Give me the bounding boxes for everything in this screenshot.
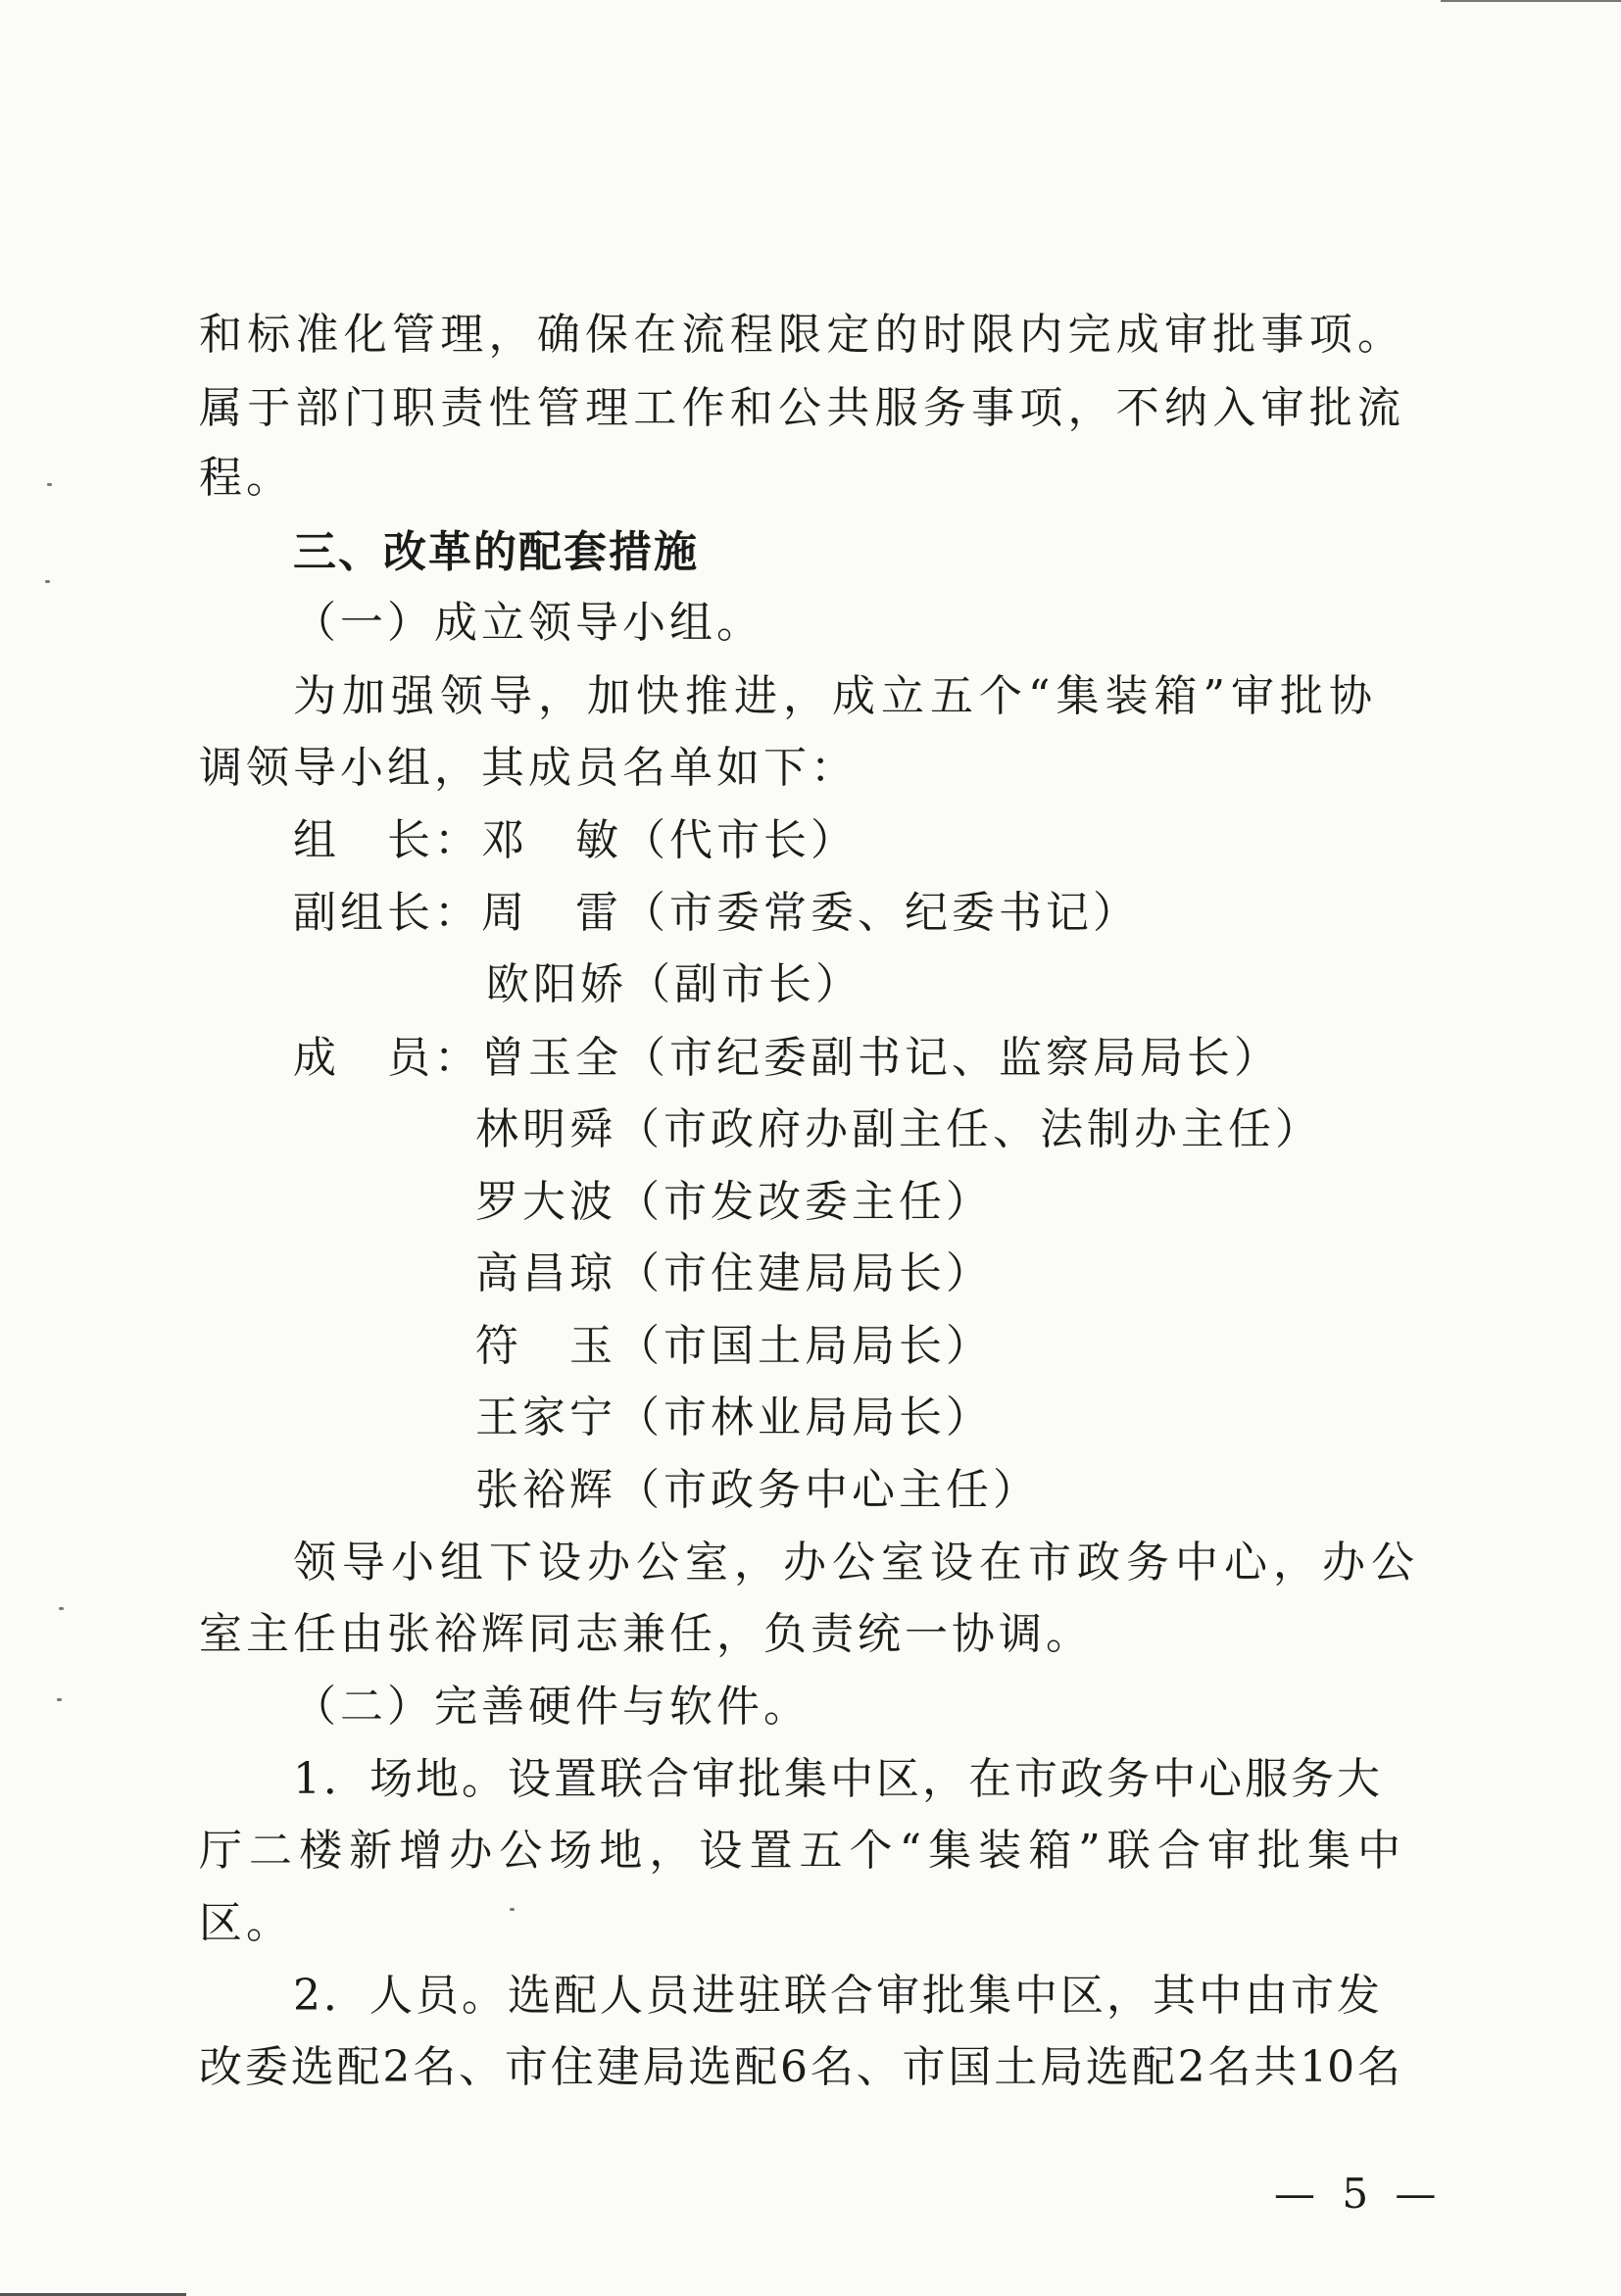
paragraph-line: 改委选配2名、市住建局选配6名、市国土局选配2名共10名 xyxy=(199,2042,1400,2092)
scan-speck xyxy=(510,1908,515,1911)
scan-page-edge-top xyxy=(1441,0,1621,2)
member-line: 林明舜（市政府办副主任、法制办主任） xyxy=(475,1104,1322,1154)
paragraph-line: 属于部门职责性管理工作和公共服务事项，不纳入审批流 xyxy=(199,383,1400,433)
member-line: 张裕辉（市政务中心主任） xyxy=(475,1465,1040,1515)
member-line: 符 玉（市国土局局长） xyxy=(475,1321,993,1371)
paragraph-line: 区。 xyxy=(199,1898,293,1948)
member-line: 组 长：邓 敏（代市长） xyxy=(293,815,858,865)
paragraph-line: 2．人员。选配人员进驻联合审批集中区，其中由市发 xyxy=(293,1971,1383,2021)
member-line: 高昌琼（市住建局局长） xyxy=(475,1248,993,1298)
paragraph-line: 和标准化管理，确保在流程限定的时限内完成审批事项。 xyxy=(199,310,1400,360)
member-line: 欧阳娇（副市长） xyxy=(486,959,862,1009)
subsection-heading: （二）完善硬件与软件。 xyxy=(293,1682,810,1732)
paragraph-line: 室主任由张裕辉同志兼任，负责统一协调。 xyxy=(199,1609,1093,1659)
page-number: — 5 — xyxy=(1274,2170,1444,2218)
scan-speck xyxy=(47,483,52,486)
member-line: 王家宁（市林业局局长） xyxy=(475,1392,993,1442)
scan-speck xyxy=(45,580,50,583)
scan-speck xyxy=(57,1698,62,1701)
paragraph-line: 厅二楼新增办公场地，设置五个“集装箱”联合审批集中 xyxy=(199,1826,1400,1876)
member-line: 罗大波（市发改委主任） xyxy=(475,1177,993,1227)
paragraph-line: 1．场地。设置联合审批集中区，在市政务中心服务大 xyxy=(293,1754,1383,1804)
section-heading: 三、改革的配套措施 xyxy=(293,527,699,577)
paragraph-line: 为加强领导，加快推进，成立五个“集装箱”审批协 xyxy=(293,671,1378,721)
member-line: 成 员：曾玉全（市纪委副书记、监察局局长） xyxy=(293,1033,1281,1083)
paragraph-line: 领导小组下设办公室，办公室设在市政务中心，办公 xyxy=(293,1538,1420,1588)
scan-speck xyxy=(59,1607,64,1610)
paragraph-line: 调领导小组，其成员名单如下： xyxy=(199,743,858,793)
subsection-heading: （一）成立领导小组。 xyxy=(293,598,763,648)
member-line: 副组长：周 雷（市委常委、纪委书记） xyxy=(293,888,1140,938)
paragraph-line: 程。 xyxy=(199,453,293,503)
